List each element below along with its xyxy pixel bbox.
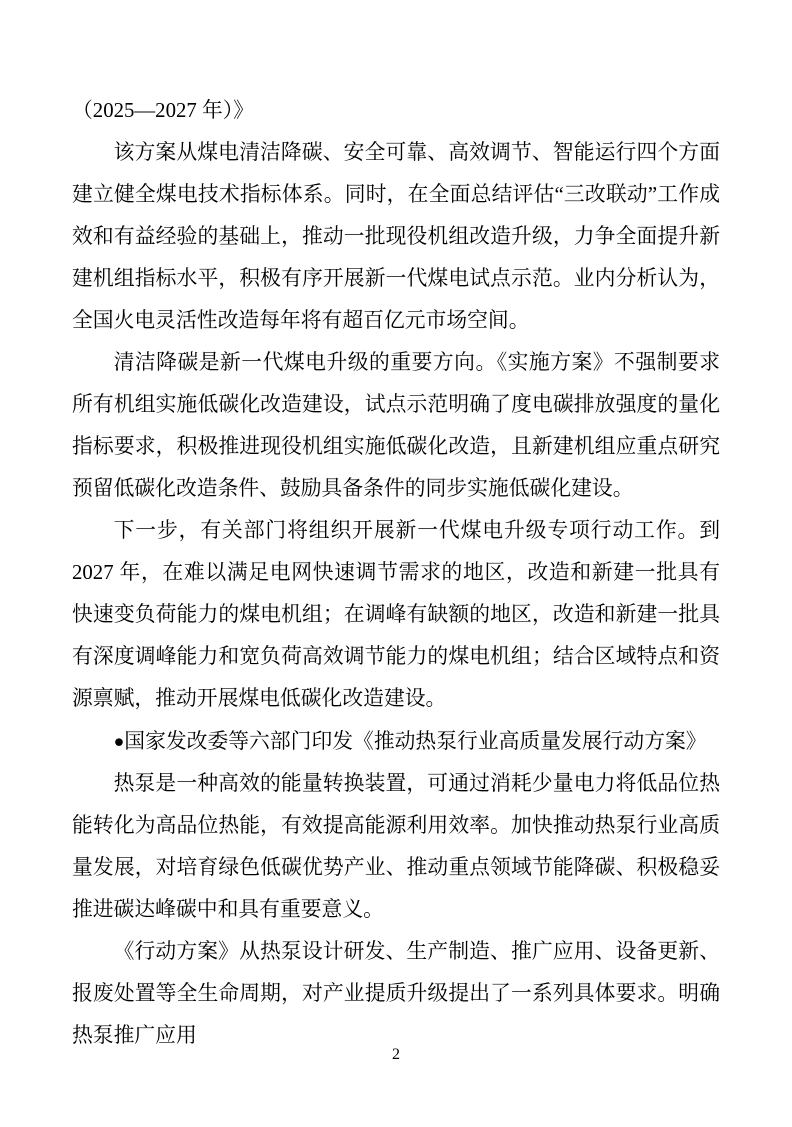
paragraph-text: （2025—2027 年）》 — [72, 99, 254, 122]
paragraph-text: 清洁降碳是新一代煤电升级的重要方向。《实施方案》不强制要求所有机组实施低碳化改造建设，试点示范明确了度电碳排放强度的量化指标要求，积极推进现役机组实施低碳化改造，且新建机组应重点研究预留低碳化改造条件、鼓励具备条件的同步实施低碳化建设。 — [72, 351, 720, 500]
page-number: 2 — [392, 1046, 400, 1063]
page-footer — [0, 1045, 792, 1064]
paragraph-text: 国家发改委等六部门印发《推动热泵行业高质量发展行动方案》 — [124, 730, 707, 753]
paragraph — [72, 931, 720, 1057]
paragraph-text: 该方案从煤电清洁降碳、安全可靠、高效调节、智能运行四个方面建立健全煤电技术指标体系。同时，在全面总结评估“三改联动”工作成效和有益经验的基础上，推动一批现役机组改造升级，力争全面提升新建机组指标水平，积极有序开展新一代煤电试点示范。业内分析认为，全国火电灵活性改造每年将有超百亿元市场空间。 — [72, 141, 720, 332]
paragraph — [72, 90, 720, 132]
paragraph-text: 热泵是一种高效的能量转换装置，可通过消耗少量电力将低品位热能转化为高品位热能，有效提高能源利用效率。加快推动热泵行业高质量发展，对培育绿色低碳优势产业、推动重点领域节能降碳、积极稳妥推进碳达峰碳中和具有重要意义。 — [72, 772, 720, 921]
paragraph — [72, 132, 720, 342]
paragraph — [72, 510, 720, 720]
document-body — [72, 90, 720, 1057]
bullet-headline — [72, 720, 720, 763]
paragraph — [72, 342, 720, 510]
paragraph — [72, 763, 720, 931]
paragraph-text: 下一步，有关部门将组织开展新一代煤电升级专项行动工作。到 2027 年，在难以满足电网快速调节需求的地区，改造和新建一批具有快速变负荷能力的煤电机组；在调峰有缺额的地区，改造和新建一批具有深度调峰能力和宽负荷高效调节能力的煤电机组；结合区域特点和资源禀赋，推动开展煤电低碳化改造建设。 — [72, 519, 720, 710]
bullet-icon: ● — [113, 731, 125, 751]
paragraph-text: 《行动方案》从热泵设计研发、生产制造、推广应用、设备更新、报废处置等全生命周期，对产业提质升级提出了一系列具体要求。明确热泵推广应用 — [72, 940, 720, 1047]
